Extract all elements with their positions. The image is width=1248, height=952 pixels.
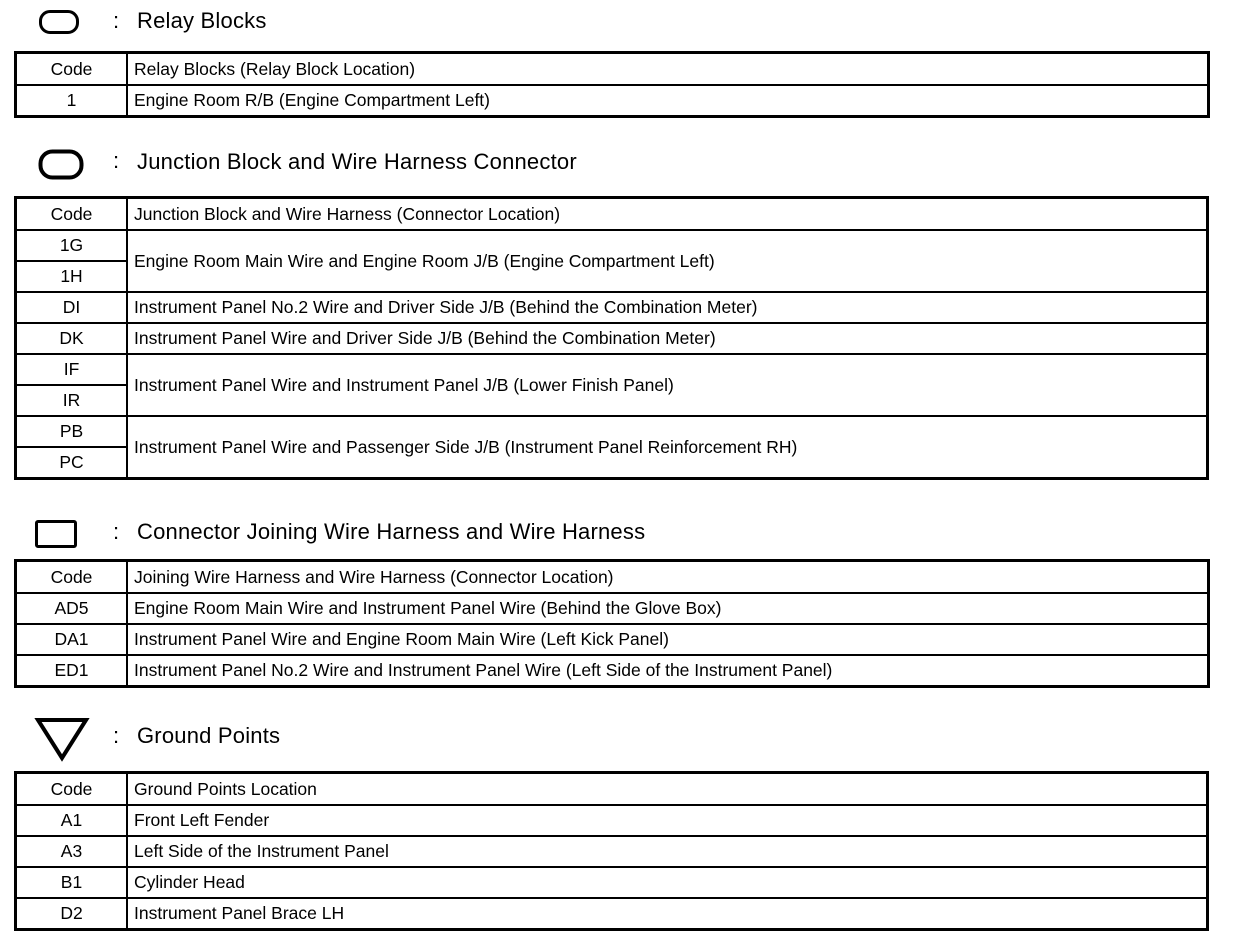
rectangle-icon [35,520,77,548]
table-row [16,655,1209,687]
table-row [16,292,1208,323]
location-cell: Instrument Panel Wire and Passenger Side J/B (Instrument Panel Reinforcement RH) [127,416,1208,479]
code-cell: 1 [16,85,128,117]
ground-title: Ground Points [137,723,281,748]
location-cell: Instrument Panel No.2 Wire and Driver Side J/B (Behind the Combination Meter) [127,292,1208,323]
code-header: Code [16,198,128,231]
location-cell: Instrument Panel Wire and Instrument Panel J/B (Lower Finish Panel) [127,354,1208,416]
location-cell: Cylinder Head [127,867,1208,898]
table-header-row [16,198,1208,231]
relay-blocks-heading [0,4,1248,44]
ground-points-table [14,771,1209,931]
connector-title: Connector Joining Wire Harness and Wire Harness [137,519,646,544]
code-cell: DI [16,292,128,323]
rounded-rect-icon [38,149,86,186]
ground-colon: : [113,723,120,748]
table-row [16,323,1208,354]
connector-table [14,559,1210,688]
code-cell: 1G [16,230,128,261]
table-row [16,624,1209,655]
table-row [16,898,1208,930]
code-cell: AD5 [16,593,128,624]
code-header: Code [16,773,128,806]
location-cell: Left Side of the Instrument Panel [127,836,1208,867]
table-row [16,805,1208,836]
code-cell: B1 [16,867,128,898]
location-cell: Engine Room Main Wire and Engine Room J/B (Engine Compartment Left) [127,230,1208,292]
table-header-row [16,53,1209,86]
location-header: Junction Block and Wire Harness (Connector Location) [127,198,1208,231]
table-header-row [16,773,1208,806]
table-row [16,230,1208,261]
location-cell: Instrument Panel Brace LH [127,898,1208,930]
relay-colon: : [113,8,120,33]
location-cell: Engine Room R/B (Engine Compartment Left) [127,85,1209,117]
location-cell: Instrument Panel No.2 Wire and Instrument Panel Wire (Left Side of the Instrument Panel) [127,655,1209,687]
location-cell: Engine Room Main Wire and Instrument Panel Wire (Behind the Glove Box) [127,593,1209,624]
table-row [16,867,1208,898]
table-row [16,836,1208,867]
table-row [16,593,1209,624]
triangle-icon [34,716,90,767]
code-cell: A3 [16,836,128,867]
code-cell: DK [16,323,128,354]
table-row [16,85,1209,117]
code-cell: ED1 [16,655,128,687]
code-cell: IF [16,354,128,385]
location-header: Ground Points Location [127,773,1208,806]
location-cell: Front Left Fender [127,805,1208,836]
code-header: Code [16,53,128,86]
junction-block-heading [0,146,1248,186]
location-header: Joining Wire Harness and Wire Harness (Connector Location) [127,561,1209,594]
code-cell: IR [16,385,128,416]
junction-colon: : [113,148,120,173]
table-row [16,354,1208,385]
connector-colon: : [113,519,120,544]
code-cell: DA1 [16,624,128,655]
code-cell: D2 [16,898,128,930]
code-cell: A1 [16,805,128,836]
connector-heading [0,516,1248,556]
table-header-row [16,561,1209,594]
relay-title: Relay Blocks [137,8,267,33]
location-cell: Instrument Panel Wire and Engine Room Main Wire (Left Kick Panel) [127,624,1209,655]
oval-icon [39,10,79,34]
location-cell: Instrument Panel Wire and Driver Side J/B (Behind the Combination Meter) [127,323,1208,354]
code-cell: PB [16,416,128,447]
ground-points-heading [0,716,1248,756]
code-cell: PC [16,447,128,479]
relay-blocks-table [14,51,1210,118]
code-header: Code [16,561,128,594]
table-row [16,416,1208,447]
junction-title: Junction Block and Wire Harness Connector [137,149,577,174]
junction-block-table [14,196,1209,480]
code-cell: 1H [16,261,128,292]
location-header: Relay Blocks (Relay Block Location) [127,53,1209,86]
